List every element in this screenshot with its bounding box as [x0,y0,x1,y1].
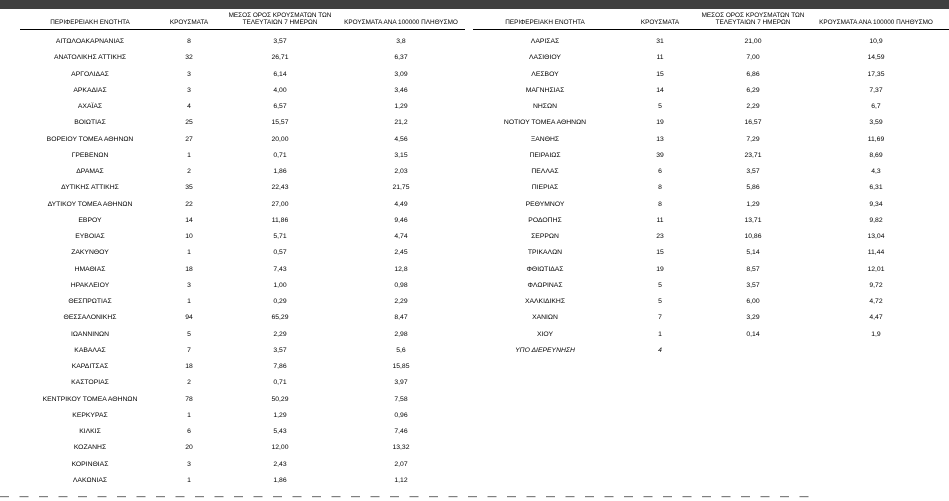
cell-cases: 1 [187,298,191,305]
header-region: ΠΕΡΙΦΕΡΕΙΑΚΗ ΕΝΟΤΗΤΑ [50,19,130,26]
table-row [0,245,949,261]
cell-avg: 7,29 [746,135,760,143]
table-row [0,115,949,131]
cell-cases: 3 [187,86,191,94]
cell-per100k: 2,98 [394,330,408,338]
cell-region: ΚΟΡΙΝΘΙΑΣ [71,460,109,468]
cell-cases: 39 [656,151,664,159]
cell-per100k: 13,32 [392,444,410,452]
table-row [0,359,949,375]
cell-region: ΠΙΕΡΙΑΣ [531,184,559,192]
cell-per100k: 7,46 [394,428,408,435]
cell-cases: 22 [185,200,193,208]
cell-region: ΒΟΙΩΤΙΑΣ [74,119,106,127]
cell-avg: 0,71 [273,379,287,387]
cell-cases: 3 [187,70,191,78]
cell-avg: 1,86 [273,476,287,484]
cell-cases: 8 [658,200,662,208]
header-cases-right: ΚΡΟΥΣΜΑΤΑ [640,19,680,26]
table-row [0,132,949,148]
cell-cases: 5 [658,281,662,289]
cell-avg: 4,00 [273,86,287,94]
cell-region: ΝΟΤΙΟΥ ΤΟΜΕΑ ΑΘΗΝΩΝ [503,119,587,127]
cell-per100k: 12,01 [867,265,885,273]
cell-cases: 78 [185,395,193,403]
cell-cases: 11 [656,216,664,224]
cell-cases: 3 [187,460,191,468]
cell-cases: 13 [656,135,664,143]
cell-region: ΔΥΤΙΚΗΣ ΑΤΤΙΚΗΣ [61,184,119,192]
cell-per100k: 2,03 [394,168,408,175]
cell-region: ΦΛΩΡΙΝΑΣ [527,281,563,289]
cell-avg: 1,29 [273,411,287,419]
cell-cases: 10 [185,233,193,240]
cell-avg: 20,00 [271,135,289,143]
cell-avg: 3,57 [746,281,760,289]
cell-per100k: 10,9 [869,38,883,45]
cell-region: ΓΡΕΒΕΝΩΝ [71,151,109,159]
cell-cases: 4 [658,346,662,354]
cell-avg: 6,00 [746,298,760,305]
cell-avg: 22,43 [271,184,289,192]
cell-region: ΡΕΘΥΜΝΟΥ [525,200,565,208]
cell-cases: 27 [185,135,193,143]
cell-per100k: 4,3 [871,168,881,175]
header-avg-line2-right: ΤΕΛΕΥΤΑΙΩΝ 7 ΗΜΕΡΩΝ [715,19,791,26]
cell-cases: 14 [656,86,664,94]
table-row [0,375,949,391]
table-row [0,327,949,343]
cell-cases: 19 [656,265,664,273]
cell-per100k: 4,72 [869,298,883,305]
cell-per100k: 21,2 [394,119,408,127]
table-row [0,180,949,196]
cell-avg: 0,71 [273,151,287,159]
cell-region: ΝΗΣΩΝ [532,103,557,110]
cell-per100k: 6,37 [394,54,408,62]
cell-cases: 6 [658,168,662,175]
cell-region: ΘΕΣΠΡΩΤΙΑΣ [68,298,112,305]
cell-avg: 27,00 [271,200,289,208]
cell-avg: 0,57 [273,249,287,257]
cell-region: ΣΕΡΡΩΝ [531,233,559,240]
cell-avg: 26,71 [271,54,289,62]
cell-region: ΚΟΖΑΝΗΣ [73,444,107,452]
cell-per100k: 15,85 [392,363,410,370]
cell-region: ΧΑΝΙΩΝ [532,314,558,322]
cell-per100k: 4,56 [394,135,408,143]
cell-avg: 65,29 [271,314,289,322]
cell-avg: 2,29 [746,103,760,110]
table-row [0,343,949,359]
cell-region: ΔΥΤΙΚΟΥ ΤΟΜΕΑ ΑΘΗΝΩΝ [47,200,133,208]
cell-avg: 1,29 [746,200,760,208]
cell-avg: 12,00 [271,444,289,452]
table-row [0,50,949,66]
table-row [0,229,949,245]
cell-per100k: 7,58 [394,395,408,403]
cell-per100k: 4,47 [869,314,883,322]
cell-region: ΒΟΡΕΙΟΥ ΤΟΜΕΑ ΑΘΗΝΩΝ [46,135,134,143]
cell-cases: 8 [187,38,191,45]
cell-per100k: 1,29 [394,103,408,110]
cell-avg: 6,14 [273,70,287,78]
cell-avg: 10,86 [744,233,762,240]
cell-cases: 19 [656,119,664,127]
cell-per100k: 1,12 [394,476,408,484]
cell-cases: 3 [187,281,191,289]
table-row [0,83,949,99]
cell-avg: 5,86 [746,184,760,192]
cell-region: ΚΕΡΚΥΡΑΣ [72,411,108,419]
cell-avg: 6,86 [746,70,760,78]
cell-per100k: 0,98 [394,281,408,289]
cell-cases: 18 [185,363,193,370]
table-row [0,148,949,164]
cell-region: ΖΑΚΥΝΘΟΥ [71,249,109,257]
cell-avg: 21,00 [744,38,762,45]
cell-avg: 3,29 [746,314,760,322]
cell-per100k: 9,34 [869,200,883,208]
header-avg-line1-right: ΜΕΣΟΣ ΟΡΟΣ ΚΡΟΥΣΜΑΤΩΝ ΤΩΝ [701,12,805,19]
cell-per100k: 8,69 [869,151,883,159]
cell-region: ΑΡΓΟΛΙΔΑΣ [71,70,109,78]
header-underline-left [20,29,465,30]
cell-region: ΚΕΝΤΡΙΚΟΥ ΤΟΜΕΑ ΑΘΗΝΩΝ [42,395,138,403]
cell-per100k: 3,8 [396,38,406,45]
cell-per100k: 17,35 [867,70,885,78]
cell-region: ΜΑΓΝΗΣΙΑΣ [525,86,565,94]
cell-cases: 94 [185,314,193,322]
cell-per100k: 3,09 [394,70,408,78]
header-avg-right [698,12,808,26]
table-row [0,278,949,294]
cell-per100k: 9,72 [869,281,883,289]
cell-region: ΧΙΟΥ [536,330,554,338]
cell-per100k: 2,45 [394,249,408,257]
cell-region: ΚΑΡΔΙΤΣΑΣ [71,363,109,370]
table-row [0,457,949,473]
table-row [0,408,949,424]
header-avg-line1: ΜΕΣΟΣ ΟΡΟΣ ΚΡΟΥΣΜΑΤΩΝ ΤΩΝ [228,12,332,19]
cell-region: ΑΝΑΤΟΛΙΚΗΣ ΑΤΤΙΚΗΣ [53,54,127,62]
cell-region: ΡΟΔΟΠΗΣ [528,216,562,224]
cell-region: ΗΡΑΚΛΕΙΟΥ [70,281,110,289]
cell-cases: 5 [187,330,191,338]
cell-per100k: 4,74 [394,233,408,240]
cell-cases: 6 [187,428,191,435]
header-region-right: ΠΕΡΙΦΕΡΕΙΑΚΗ ΕΝΟΤΗΤΑ [505,19,585,26]
cell-avg: 5,43 [273,428,287,435]
cell-avg: 15,57 [271,119,289,127]
cell-avg: 0,14 [746,330,760,338]
cell-region: ΚΑΒΑΛΑΣ [74,346,106,354]
cell-region: ΑΧΑΪΑΣ [77,103,103,110]
cell-avg: 11,86 [271,216,289,224]
cell-cases: 23 [656,233,664,240]
cell-per100k: 0,96 [394,411,408,419]
cell-cases: 7 [187,346,191,354]
cell-per100k: 3,46 [394,86,408,94]
cell-region: ΕΥΒΟΙΑΣ [75,233,105,240]
cell-avg: 2,43 [273,460,287,468]
cell-region: ΛΕΣΒΟΥ [531,70,559,78]
cell-avg: 3,57 [273,346,287,354]
cell-avg: 50,29 [271,395,289,403]
cell-cases: 32 [185,54,193,62]
cell-per100k: 1,9 [871,330,881,338]
cell-cases: 11 [656,54,664,62]
cell-per100k: 11,69 [867,135,885,143]
table-row [0,164,949,180]
cell-region: ΘΕΣΣΑΛΟΝΙΚΗΣ [63,314,117,322]
cell-per100k: 7,37 [869,86,883,94]
cell-region: ΞΑΝΘΗΣ [530,135,560,143]
cell-per100k: 3,15 [394,151,408,159]
cell-cases: 18 [185,265,193,273]
header-underline-right [473,29,949,30]
cell-region: ΤΡΙΚΑΛΩΝ [527,249,563,257]
cell-avg: 6,29 [746,86,760,94]
header-per100k-right: ΚΡΟΥΣΜΑΤΑ ΑΝΑ 100000 ΠΛΗΘΥΣΜΟ [819,19,933,26]
table-row [0,392,949,408]
cell-avg: 2,29 [273,330,287,338]
cell-cases: 25 [185,119,193,127]
cell-avg: 1,86 [273,168,287,175]
cell-region: ΚΑΣΤΟΡΙΑΣ [71,379,109,387]
header-avg-line2: ΤΕΛΕΥΤΑΙΩΝ 7 ΗΜΕΡΩΝ [242,19,318,26]
cell-per100k: 9,46 [394,216,408,224]
table-row [0,67,949,83]
cell-region: ΑΡΚΑΔΙΑΣ [73,86,107,94]
cell-region: ΥΠΟ ΔΙΕΡΕΥΝΗΣΗ [515,346,575,354]
cell-per100k: 3,97 [394,379,408,387]
cell-region: ΔΡΑΜΑΣ [76,168,104,175]
cell-avg: 1,00 [273,281,287,289]
cell-region: ΗΜΑΘΙΑΣ [74,265,106,273]
cropped-footer-text [0,491,949,501]
cell-region: ΑΙΤΩΛΟΑΚΑΡΝΑΝΙΑΣ [55,38,125,45]
cell-avg: 3,57 [746,168,760,175]
cell-avg: 23,71 [744,151,762,159]
cell-per100k: 12,8 [394,265,408,273]
cell-cases: 8 [658,184,662,192]
cell-cases: 20 [185,444,193,452]
cell-per100k: 5,6 [396,346,406,354]
cell-per100k: 2,29 [394,298,408,305]
cell-region: ΙΩΑΝΝΙΝΩΝ [70,330,110,338]
cell-cases: 2 [187,379,191,387]
cell-avg: 7,86 [273,363,287,370]
cell-cases: 5 [658,103,662,110]
cell-per100k: 13,04 [867,233,885,240]
cell-per100k: 8,47 [394,314,408,322]
header-cases: ΚΡΟΥΣΜΑΤΑ [169,19,209,26]
cell-region: ΕΒΡΟΥ [78,216,102,224]
cell-cases: 1 [187,249,191,257]
cell-avg: 0,29 [273,298,287,305]
cell-per100k: 6,7 [871,103,881,110]
cell-region: ΛΑΚΩΝΙΑΣ [72,476,108,484]
header-avg [222,12,338,26]
cell-avg: 16,57 [744,119,762,127]
cell-cases: 14 [185,216,193,224]
cell-region: ΠΕΙΡΑΙΩΣ [529,151,561,159]
cell-avg: 5,14 [746,249,760,257]
cell-cases: 2 [187,168,191,175]
cell-region: ΧΑΛΚΙΔΙΚΗΣ [524,298,566,305]
cell-per100k: 2,07 [394,460,408,468]
footer-fragment: — — — — — — — — — — — — — — — — — — — — — — — — — — — — — — — — — — — — — — — — — — [0,491,813,501]
cell-cases: 1 [187,151,191,159]
cell-cases: 15 [656,70,664,78]
cell-per100k: 4,49 [394,200,408,208]
cell-avg: 3,57 [273,38,287,45]
cell-region: ΦΘΙΩΤΙΔΑΣ [526,265,564,273]
table-row [0,473,949,489]
cell-per100k: 11,44 [867,249,885,257]
cell-per100k: 6,31 [869,184,883,192]
cell-avg: 7,43 [273,265,287,273]
cell-cases: 31 [656,38,664,45]
table-row [0,99,949,115]
table-row [0,34,949,50]
header-per100k: ΚΡΟΥΣΜΑΤΑ ΑΝΑ 100000 ΠΛΗΘΥΣΜΟ [344,19,458,26]
cell-region: ΛΑΣΙΘΙΟΥ [529,54,561,62]
table-row [0,424,949,440]
table-row [0,294,949,310]
cell-cases: 15 [656,249,664,257]
cell-cases: 7 [658,314,662,322]
cell-avg: 8,57 [746,265,760,273]
cell-cases: 35 [185,184,193,192]
cell-per100k: 3,59 [869,119,883,127]
window-top-bar [0,0,949,9]
cell-region: ΛΑΡΙΣΑΣ [530,38,560,45]
cell-cases: 1 [187,476,191,484]
cell-region: ΠΕΛΛΑΣ [531,168,559,175]
cell-per100k: 14,59 [867,54,885,62]
cell-avg: 13,71 [744,216,762,224]
cell-avg: 5,71 [273,233,287,240]
table-row [0,440,949,456]
cell-avg: 7,00 [746,54,760,62]
cell-per100k: 9,82 [869,216,883,224]
cell-per100k: 21,75 [392,184,410,192]
cell-cases: 4 [187,103,191,110]
table-row [0,197,949,213]
cell-avg: 6,57 [273,103,287,110]
cell-cases: 1 [658,330,662,338]
cell-cases: 5 [658,298,662,305]
table-row [0,310,949,326]
cell-cases: 1 [187,411,191,419]
table-row [0,213,949,229]
cell-region: ΚΙΛΚΙΣ [79,428,101,435]
table-row [0,262,949,278]
